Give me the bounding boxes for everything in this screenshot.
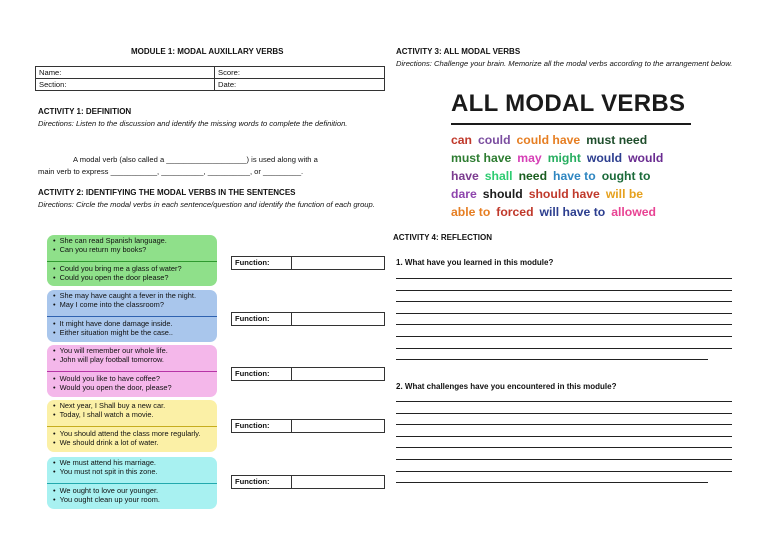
function-box-5[interactable] [231, 475, 385, 489]
sentences-top [47, 458, 217, 477]
modal-verb: would [628, 151, 664, 165]
sentence: • Would you like to have coffee? [53, 374, 217, 383]
modal-verb: must have [451, 151, 512, 165]
function-label: Function: [232, 420, 292, 432]
sentence: • We must attend his marriage. [53, 458, 217, 467]
activity3-directions: Directions: Challenge your brain. Memorize all the modal verbs according to the arrangement below. [396, 59, 733, 68]
all-modal-verbs-heading: ALL MODAL VERBS [451, 90, 686, 117]
modal-verb: have to [553, 169, 596, 183]
modal-row [451, 203, 711, 221]
answer-line[interactable] [396, 348, 732, 349]
heading-rule [451, 123, 691, 125]
function-box-4[interactable] [231, 419, 385, 433]
sentences-bottom [47, 374, 217, 393]
group-divider [47, 483, 217, 484]
answer-line[interactable] [396, 313, 732, 314]
answer-line[interactable] [396, 401, 732, 402]
modal-verb: might [547, 151, 581, 165]
modal-verb: forced [496, 205, 534, 219]
definition-line1: A modal verb (also called a ___________________) is used along with a [73, 155, 318, 164]
function-label: Function: [232, 476, 292, 488]
sentence: • You must not spit in this zone. [53, 467, 217, 476]
sentence: • Could you bring me a glass of water? [53, 264, 217, 273]
answer-line[interactable] [396, 301, 732, 302]
name-field[interactable]: Name: [36, 67, 215, 79]
modal-verb: able to [451, 205, 491, 219]
definition-line2: main verb to express ___________, __________, __________, or _________. [38, 167, 304, 176]
score-field[interactable]: Score: [215, 67, 385, 79]
question-1: 1. What have you learned in this module? [396, 258, 554, 267]
answer-line[interactable] [396, 290, 732, 291]
module-title: MODULE 1: MODAL AUXILLARY VERBS [131, 47, 284, 56]
sentences-top [47, 401, 217, 420]
sentence: • You should attend the class more regularly. [53, 429, 217, 438]
activity3-title: ACTIVITY 3: ALL MODAL VERBS [396, 47, 521, 56]
group-divider [47, 261, 217, 262]
modal-row [451, 185, 711, 203]
answer-line[interactable] [396, 336, 732, 337]
sentence: • Either situation might be the case.. [53, 328, 217, 337]
modal-verb: must need [586, 133, 648, 147]
sentences-bottom [47, 486, 217, 505]
sentence: • Would you open the door, please? [53, 383, 217, 392]
answer-line[interactable] [396, 359, 708, 360]
sentences-bottom [47, 264, 217, 283]
modal-row [451, 131, 711, 149]
sentence: • Could you open the door please? [53, 273, 217, 282]
answer-line[interactable] [396, 471, 732, 472]
sentences-bottom [47, 429, 217, 448]
answer-line[interactable] [396, 482, 708, 483]
modal-verb: could [478, 133, 511, 147]
modal-verb: ought to [601, 169, 651, 183]
modal-row [451, 149, 711, 167]
modal-verb: will have to [539, 205, 606, 219]
modal-verb: may [517, 151, 542, 165]
sentence: • You ought clean up your room. [53, 495, 217, 504]
modal-verb: will be [605, 187, 644, 201]
activity2-title: ACTIVITY 2: IDENTIFYING THE MODAL VERBS IN THE SENTENCES [38, 188, 296, 197]
sentence: • She can read Spanish language. [53, 236, 217, 245]
modal-verb: should have [528, 187, 600, 201]
answer-line[interactable] [396, 413, 732, 414]
group-divider [47, 371, 217, 372]
sentence: • John will play football tomorrow. [53, 355, 217, 364]
group-divider [47, 316, 217, 317]
sentences-top [47, 291, 217, 310]
modal-verb: have [451, 169, 479, 183]
sentence-group-4 [47, 400, 217, 452]
modal-verb: allowed [611, 205, 656, 219]
sentence-group-3 [47, 345, 217, 397]
function-box-1[interactable] [231, 256, 385, 270]
info-table [35, 66, 385, 91]
function-label: Function: [232, 313, 292, 325]
sentence: • We ought to love our younger. [53, 486, 217, 495]
sentence: • Can you return my books? [53, 245, 217, 254]
modal-row [451, 167, 711, 185]
answer-line[interactable] [396, 278, 732, 279]
answer-line[interactable] [396, 447, 732, 448]
function-box-3[interactable] [231, 367, 385, 381]
section-field[interactable]: Section: [36, 79, 215, 91]
sentences-top [47, 236, 217, 255]
sentence: • Next year, I Shall buy a new car. [53, 401, 217, 410]
answer-line[interactable] [396, 436, 732, 437]
sentences-top [47, 346, 217, 365]
modal-verb: would [586, 151, 623, 165]
sentence: • May I come into the classroom? [53, 300, 217, 309]
activity1-directions: Directions: Listen to the discussion and identify the missing words to complete the definition. [38, 119, 348, 128]
modal-verb: could have [516, 133, 581, 147]
modal-verb: dare [451, 187, 477, 201]
answer-line[interactable] [396, 459, 732, 460]
sentence: • Today, I shall watch a movie. [53, 410, 217, 419]
sentences-bottom [47, 319, 217, 338]
sentence: • You will remember our whole life. [53, 346, 217, 355]
function-label: Function: [232, 257, 292, 269]
sentence: • She may have caught a fever in the night. [53, 291, 217, 300]
answer-line[interactable] [396, 324, 732, 325]
modal-verbs-cloud [451, 131, 711, 221]
modal-verb: should [482, 187, 523, 201]
activity1-title: ACTIVITY 1: DEFINITION [38, 107, 132, 116]
date-field[interactable]: Date: [215, 79, 385, 91]
modal-verb: shall [484, 169, 513, 183]
sentence: • It might have done damage inside. [53, 319, 217, 328]
modal-verb: need [518, 169, 548, 183]
sentence-group-5 [47, 457, 217, 509]
question-2: 2. What challenges have you encountered in this module? [396, 382, 617, 391]
modal-verb: can [451, 133, 473, 147]
sentence-group-1 [47, 235, 217, 286]
activity2-directions: Directions: Circle the modal verbs in each sentence/question and identify the function of each group. [38, 200, 375, 209]
group-divider [47, 426, 217, 427]
answer-line[interactable] [396, 424, 732, 425]
sentence-group-2 [47, 290, 217, 342]
activity4-title: ACTIVITY 4: REFLECTION [393, 233, 492, 242]
function-box-2[interactable] [231, 312, 385, 326]
function-label: Function: [232, 368, 292, 380]
sentence: • We should drink a lot of water. [53, 438, 217, 447]
